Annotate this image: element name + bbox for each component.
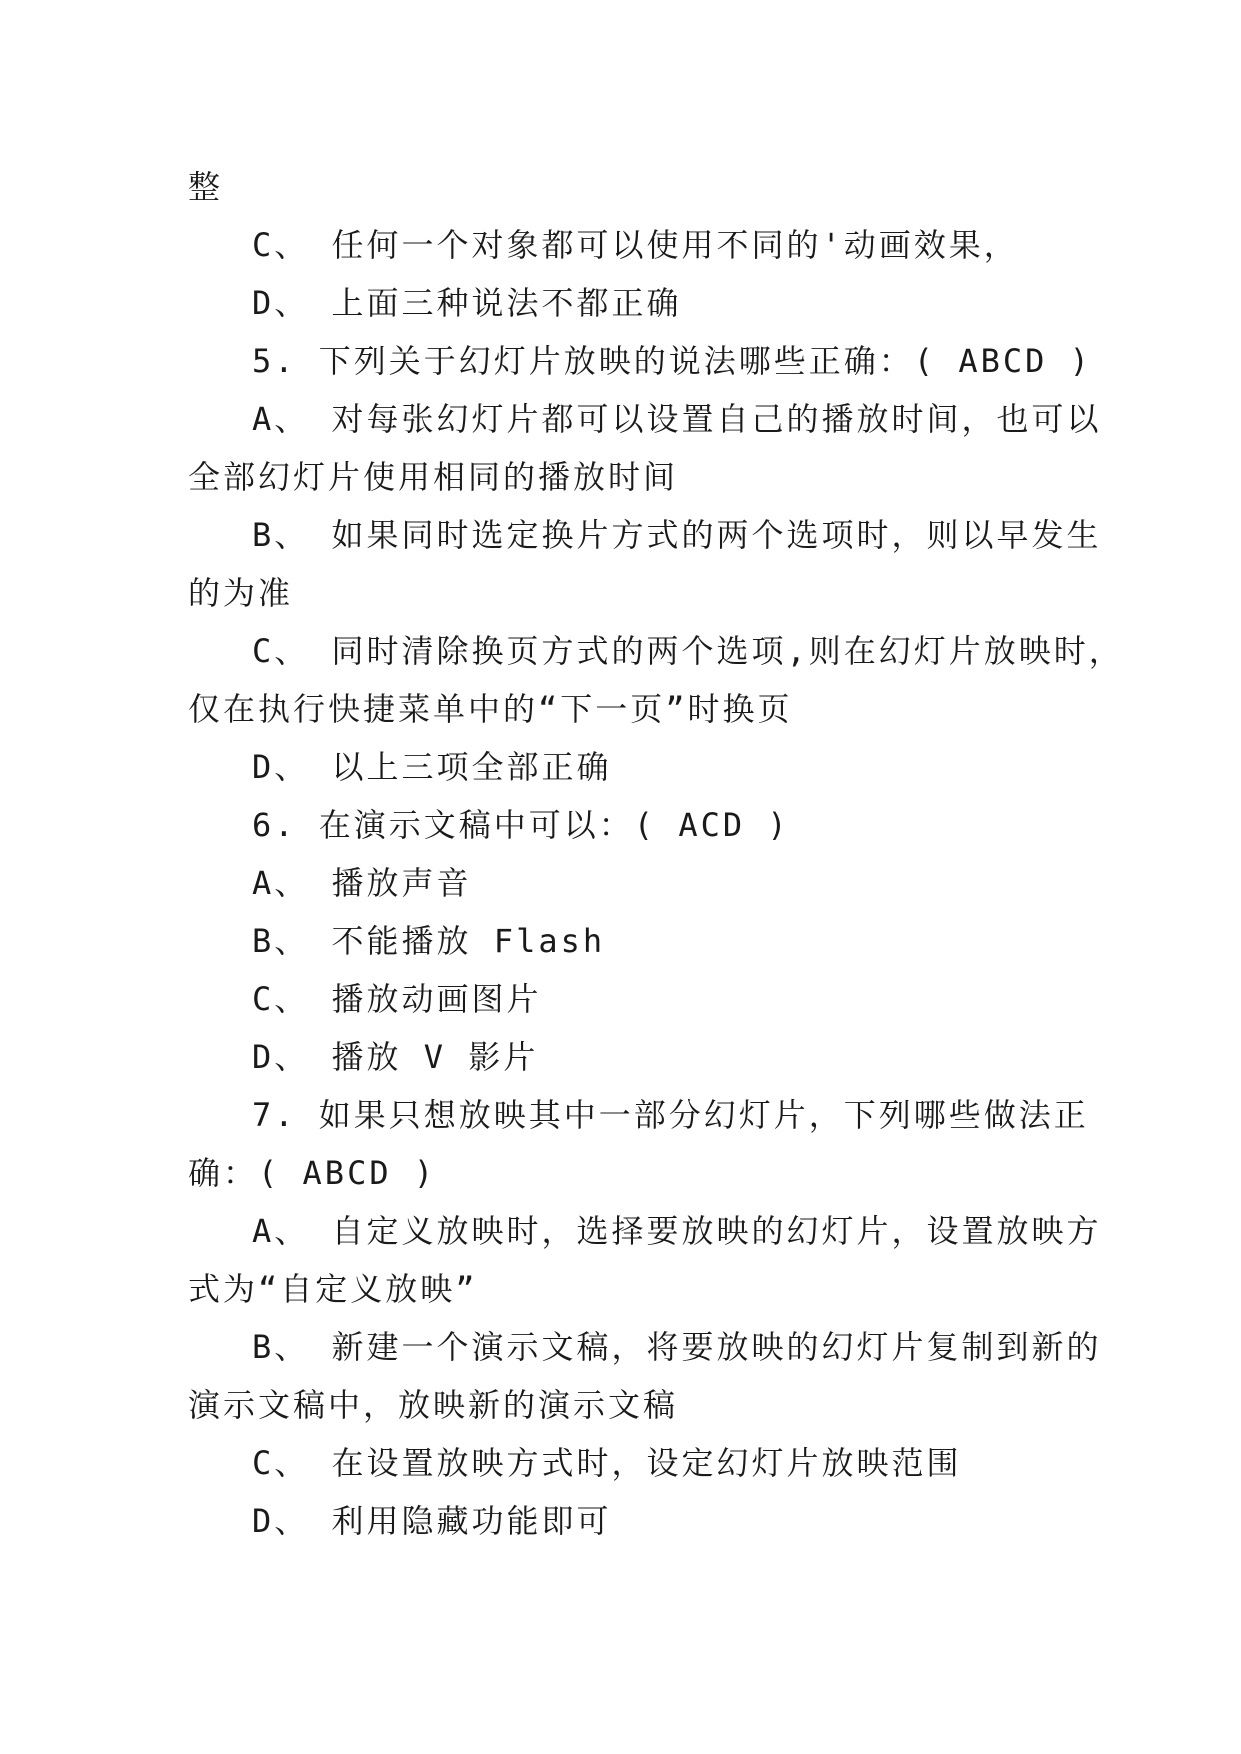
option-a-line: A、 播放声音 <box>252 864 472 902</box>
option-d-line: D、 播放 V 影片 <box>252 1038 539 1076</box>
text-line: 仅在执行快捷菜单中的“下一页”时换页 <box>188 690 793 728</box>
option-b-line: B、 新建一个演示文稿，将要放映的幻灯片复制到新的 <box>252 1328 1102 1366</box>
option-a-line: A、 对每张幻灯片都可以设置自己的播放时间，也可以 <box>252 400 1102 438</box>
text-line: 式为“自定义放映” <box>188 1270 478 1308</box>
option-d-line: D、 利用隐藏功能即可 <box>252 1502 612 1540</box>
question-7-line: 7. 如果只想放映其中一部分幻灯片，下列哪些做法正 <box>252 1096 1089 1134</box>
text-line: 整 <box>188 168 224 206</box>
text-line: 确：( ABCD ) <box>188 1154 437 1192</box>
option-c-line: C、 同时清除换页方式的两个选项,则在幻灯片放映时， <box>252 632 1124 670</box>
option-c-line: C、 在设置放映方式时，设定幻灯片放映范围 <box>252 1444 962 1482</box>
option-d-line: D、 上面三种说法不都正确 <box>252 284 682 322</box>
question-6-line: 6. 在演示文稿中可以：( ACD ) <box>252 806 790 844</box>
option-c-line: C、 任何一个对象都可以使用不同的'动画效果， <box>252 226 1019 264</box>
question-5-line: 5. 下列关于幻灯片放映的说法哪些正确：( ABCD ) <box>252 342 1092 380</box>
text-line: 的为准 <box>188 574 294 612</box>
text-line: 演示文稿中，放映新的演示文稿 <box>188 1386 679 1424</box>
option-a-line: A、 自定义放映时，选择要放映的幻灯片，设置放映方 <box>252 1212 1102 1250</box>
option-d-line: D、 以上三项全部正确 <box>252 748 612 786</box>
document-page <box>188 158 1124 1550</box>
option-b-line: B、 不能播放 Flash <box>252 922 606 960</box>
option-c-line: C、 播放动画图片 <box>252 980 542 1018</box>
option-b-line: B、 如果同时选定换片方式的两个选项时，则以早发生 <box>252 516 1102 554</box>
text-line: 全部幻灯片使用相同的播放时间 <box>188 458 679 496</box>
